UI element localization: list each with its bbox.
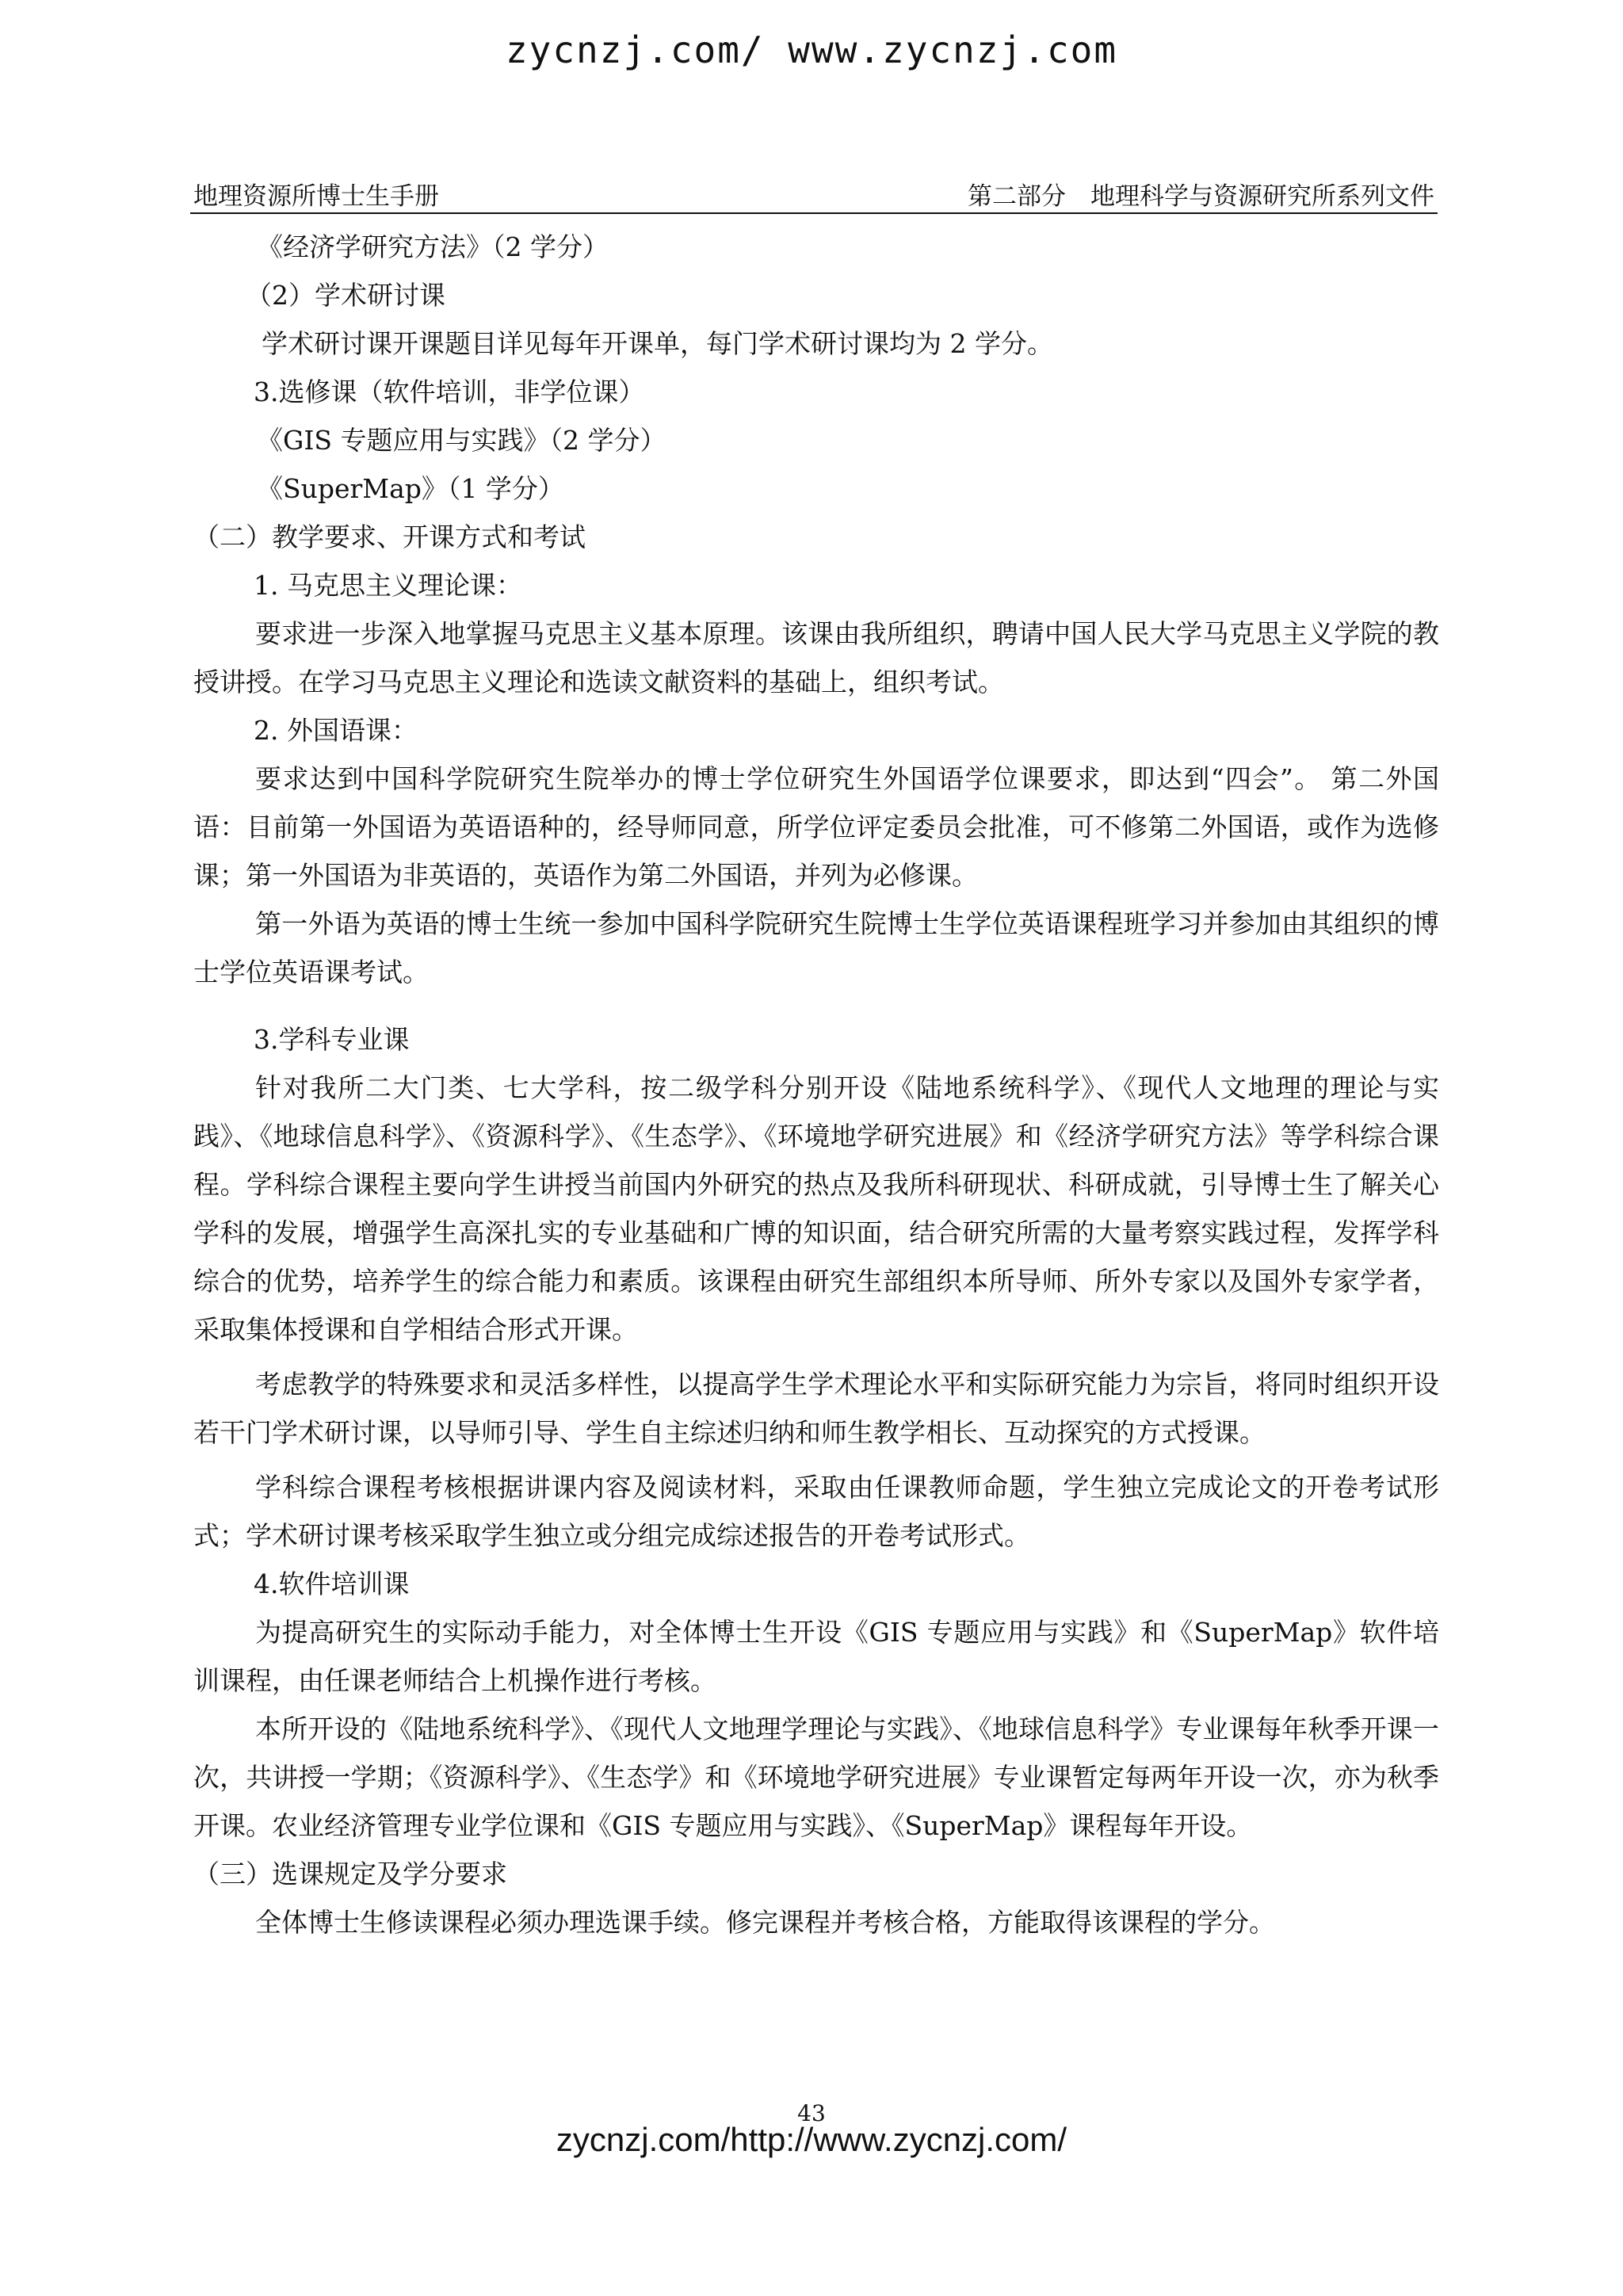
subsection-heading: （2）学术研讨课 [246,280,445,311]
paragraph: 为提高研究生的实际动手能力，对全体博士生开设《GIS 专题应用与实践》和《SuperMap》软件培训课程，由任课老师结合上机操作进行考核。 [193,1617,1439,1696]
paragraph: 要求进一步深入地掌握马克思主义基本原理。该课由我所组织，聘请中国人民大学马克思主义学院的教授讲授。在学习马克思主义理论和选读文献资料的基础上，组织考试。 [193,618,1439,697]
subsection-heading: 2. 外国语课： [254,715,418,746]
course-item: 《SuperMap》（1 学分） [257,473,564,504]
subsection-heading: 4.软件培训课 [254,1568,410,1599]
paragraph: 本所开设的《陆地系统科学》、《现代人文地理学理论与实践》、《地球信息科学》专业课每年秋季开课一次，共讲授一学期；《资源科学》、《生态学》和《环境地学研究进展》专业课暂定每两年开设一次，亦为秋季开课。农业经济管理专业学位课和《GIS 专题应用与实践》、《SuperMap》课程每年开设。 [193,1713,1439,1841]
paragraph: 学术研讨课开课题目详见每年开课单，每门学术研讨课均为 2 学分。 [262,328,1053,359]
subsection-heading: 3.选修课（软件培训，非学位课） [254,376,645,407]
watermark-bottom: zycnzj.com/http://www.zycnzj.com/ [556,2121,1067,2158]
paragraph: 针对我所二大门类、七大学科，按二级学科分别开设《陆地系统科学》、《现代人文地理的理论与实践》、《地球信息科学》、《资源科学》、《生态学》、《环境地学研究进展》和《经济学研究方法》等学科综合课程。学科综合课程主要向学生讲授当前国内外研究的热点及我所科研现状、科研成就，引导博士生了解关心学科的发展，增强学生高深扎实的专业基础和广博的知识面，结合研究所需的大量考察实践过程，发挥学科综合的优势，培养学生的综合能力和素质。该课程由研究生部组织本所导师、所外专家以及国外专家学者，采取集体授课和自学相结合形式开课。 [193,1072,1439,1345]
header-right-title: 第二部分 地理科学与资源研究所系列文件 [968,182,1434,211]
paragraph: 要求达到中国科学院研究生院举办的博士学位研究生外国语学位课要求，即达到“四会”。 第二外国语：目前第一外国语为英语语种的，经导师同意，所学位评定委员会批准，可不修第二外国语，或作为选修课；第一外国语为非英语的，英语作为第二外国语，并列为必修课。 [193,763,1439,891]
subsection-heading: 3.学科专业课 [254,1024,410,1055]
section-heading: （三）选课规定及学分要求 [193,1859,507,1889]
paragraph: 全体博士生修读课程必须办理选课手续。修完课程并考核合格，方能取得该课程的学分。 [255,1907,1275,1938]
header-left-title: 地理资源所博士生手册 [193,182,439,211]
watermark-top: zycnzj.com/ www.zycnzj.com [505,29,1118,71]
document-body [193,223,1439,1946]
page-number: 43 [797,2100,826,2126]
page-header [190,176,1438,214]
paragraph: 考虑教学的特殊要求和灵活多样性，以提高学生学术理论水平和实际研究能力为宗旨，将同时组织开设若干门学术研讨课，以导师引导、学生自主综述归纳和师生教学相长、互动探究的方式授课。 [193,1369,1439,1448]
section-heading: （二）教学要求、开课方式和考试 [193,521,586,552]
subsection-heading: 1. 马克思主义理论课： [254,570,522,601]
course-item: 《经济学研究方法》（2 学分） [257,231,609,262]
paragraph: 学科综合课程考核根据讲课内容及阅读材料，采取由任课教师命题，学生独立完成论文的开卷考试形式；学术研讨课考核采取学生独立或分组完成综述报告的开卷考试形式。 [193,1472,1439,1551]
course-item: 《GIS 专题应用与实践》（2 学分） [257,425,666,456]
paragraph: 第一外语为英语的博士生统一参加中国科学院研究生院博士生学位英语课程班学习并参加由其组织的博士学位英语课考试。 [193,908,1439,988]
